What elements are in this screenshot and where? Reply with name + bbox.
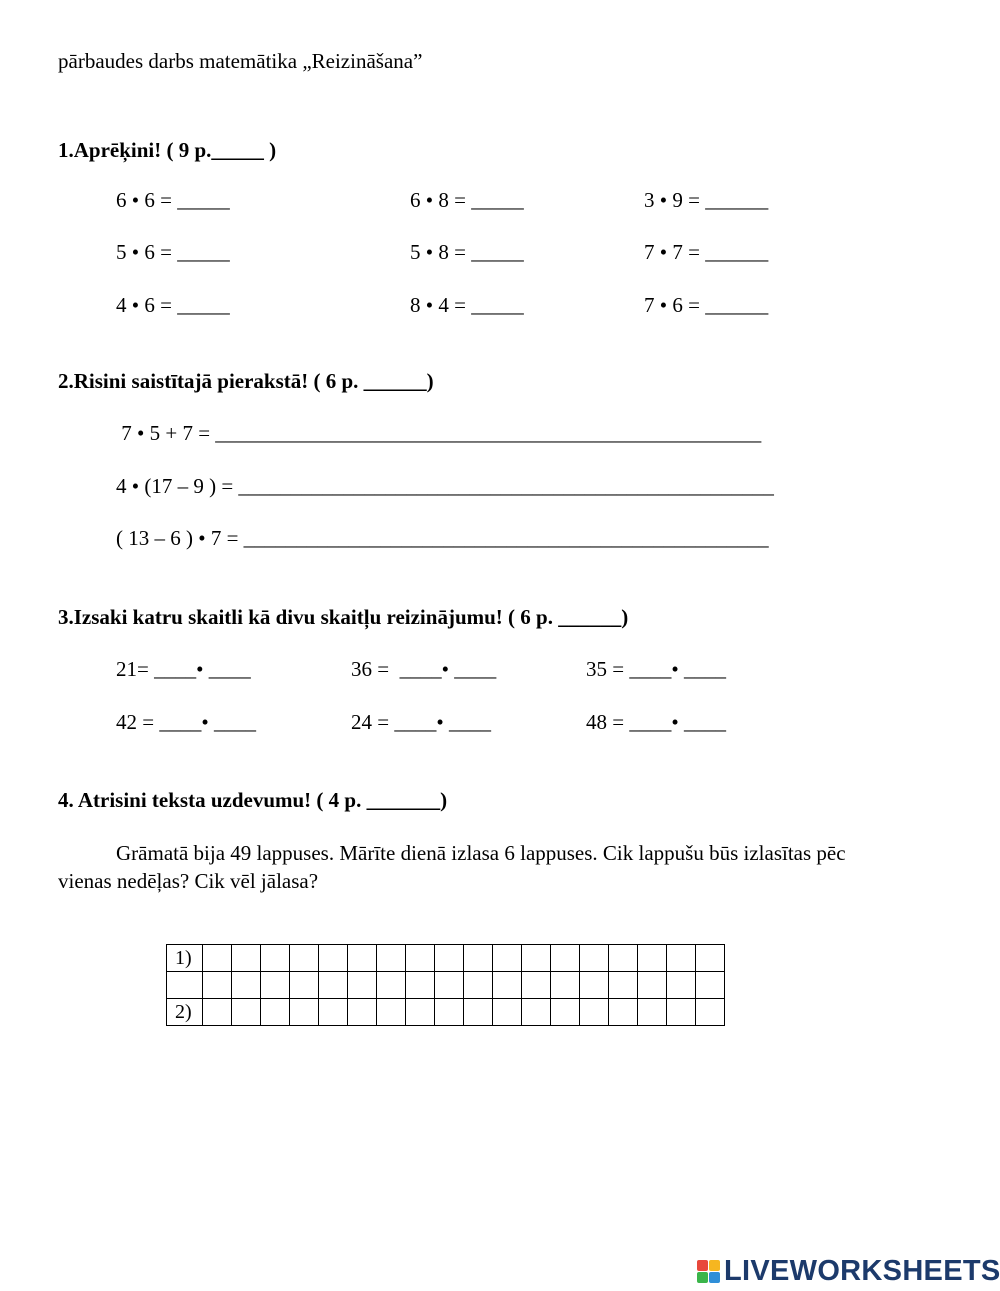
grid-cell[interactable] bbox=[638, 972, 667, 999]
task2-heading: 2.Risini saistītajā pierakstā! ( 6 p. ______) bbox=[58, 369, 434, 393]
task3-heading: 3.Izsaki katru skaitli kā divu skaitļu reizinājumu! ( 6 p. ______) bbox=[58, 605, 629, 629]
task1-item: 6 • 8 = _____ bbox=[410, 188, 524, 212]
grid-cell[interactable] bbox=[203, 972, 232, 999]
worksheet-title: pārbaudes darbs matemātika „Reizināšana” bbox=[58, 49, 423, 73]
grid-cell[interactable] bbox=[406, 999, 435, 1026]
grid-cell[interactable] bbox=[696, 999, 725, 1026]
task1-item: 5 • 6 = _____ bbox=[116, 240, 230, 264]
grid-cell[interactable] bbox=[290, 972, 319, 999]
liveworksheets-logo bbox=[697, 1253, 1000, 1289]
grid-cell[interactable] bbox=[522, 999, 551, 1026]
grid-cell[interactable] bbox=[464, 999, 493, 1026]
grid-cell[interactable] bbox=[493, 945, 522, 972]
grid-cell[interactable] bbox=[580, 999, 609, 1026]
grid-cell[interactable] bbox=[319, 972, 348, 999]
grid-cell[interactable] bbox=[464, 972, 493, 999]
grid-cell[interactable] bbox=[638, 945, 667, 972]
grid-cell[interactable] bbox=[232, 972, 261, 999]
grid-cell[interactable] bbox=[203, 999, 232, 1026]
grid-cell[interactable] bbox=[551, 999, 580, 1026]
task3-item: 24 = ____• ____ bbox=[351, 710, 491, 734]
task2-line: 4 • (17 – 9 ) = ___________________________________________________ bbox=[116, 474, 774, 498]
task1-item: 8 • 4 = _____ bbox=[410, 293, 524, 317]
grid-cell[interactable] bbox=[377, 945, 406, 972]
grid-cell[interactable] bbox=[261, 999, 290, 1026]
task1-heading: 1.Aprēķini! ( 9 p._____ ) bbox=[58, 138, 277, 162]
task2-line: 7 • 5 + 7 = ____________________________________________________ bbox=[116, 421, 762, 445]
grid-cell[interactable] bbox=[609, 945, 638, 972]
grid-cell[interactable] bbox=[580, 945, 609, 972]
liveworksheets-logo-icon bbox=[697, 1260, 720, 1283]
grid-cell[interactable] bbox=[493, 972, 522, 999]
grid-cell[interactable] bbox=[580, 972, 609, 999]
grid-cell[interactable] bbox=[667, 972, 696, 999]
grid-row bbox=[167, 945, 725, 972]
task1-item: 6 • 6 = _____ bbox=[116, 188, 230, 212]
grid-cell[interactable] bbox=[406, 945, 435, 972]
task4-text-line1: Grāmatā bija 49 lappuses. Mārīte dienā izlasa 6 lappuses. Cik lappušu būs izlasītas pēc bbox=[116, 841, 846, 865]
task1-item: 4 • 6 = _____ bbox=[116, 293, 230, 317]
grid-cell[interactable] bbox=[609, 999, 638, 1026]
grid-cell[interactable] bbox=[261, 972, 290, 999]
grid-cell[interactable] bbox=[522, 945, 551, 972]
grid-cell[interactable] bbox=[232, 945, 261, 972]
task3-item: 36 = ____• ____ bbox=[351, 657, 497, 681]
grid-cell[interactable] bbox=[522, 972, 551, 999]
answer-grid bbox=[166, 944, 725, 1026]
grid-cell[interactable] bbox=[667, 999, 696, 1026]
grid-cell[interactable] bbox=[348, 999, 377, 1026]
logo-text: LIVEWORKSHEETS bbox=[724, 1254, 1000, 1287]
grid-cell[interactable] bbox=[696, 972, 725, 999]
grid-row bbox=[167, 972, 725, 999]
grid-cell[interactable] bbox=[551, 972, 580, 999]
grid-cell[interactable] bbox=[435, 972, 464, 999]
grid-cell[interactable] bbox=[551, 945, 580, 972]
grid-cell[interactable] bbox=[377, 972, 406, 999]
task1-item: 5 • 8 = _____ bbox=[410, 240, 524, 264]
task4-heading: 4. Atrisini teksta uzdevumu! ( 4 p. _______) bbox=[58, 788, 448, 812]
grid-cell[interactable] bbox=[319, 999, 348, 1026]
grid-cell[interactable] bbox=[232, 999, 261, 1026]
task3-item: 48 = ____• ____ bbox=[586, 710, 726, 734]
task3-item: 35 = ____• ____ bbox=[586, 657, 726, 681]
grid-cell[interactable] bbox=[406, 972, 435, 999]
task3-item: 42 = ____• ____ bbox=[116, 710, 256, 734]
task1-item: 3 • 9 = ______ bbox=[644, 188, 769, 212]
grid-cell[interactable] bbox=[377, 999, 406, 1026]
task4-text-line2: vienas nedēļas? Cik vēl jālasa? bbox=[58, 869, 319, 893]
grid-cell[interactable] bbox=[435, 999, 464, 1026]
task3-item: 21= ____• ____ bbox=[116, 657, 251, 681]
grid-cell[interactable] bbox=[261, 945, 290, 972]
grid-row bbox=[167, 999, 725, 1026]
grid-cell[interactable] bbox=[464, 945, 493, 972]
grid-cell[interactable] bbox=[696, 945, 725, 972]
grid-cell[interactable] bbox=[435, 945, 464, 972]
grid-cell[interactable] bbox=[348, 972, 377, 999]
task1-item: 7 • 6 = ______ bbox=[644, 293, 769, 317]
grid-cell[interactable] bbox=[609, 972, 638, 999]
grid-cell[interactable] bbox=[493, 999, 522, 1026]
grid-cell[interactable] bbox=[290, 945, 319, 972]
grid-cell[interactable] bbox=[203, 945, 232, 972]
grid-cell[interactable] bbox=[667, 945, 696, 972]
grid-row-label: 1) bbox=[167, 945, 203, 972]
grid-row-label bbox=[167, 972, 203, 999]
grid-cell[interactable] bbox=[638, 999, 667, 1026]
task1-item: 7 • 7 = ______ bbox=[644, 240, 769, 264]
grid-cell[interactable] bbox=[348, 945, 377, 972]
grid-row-label: 2) bbox=[167, 999, 203, 1026]
grid-cell[interactable] bbox=[290, 999, 319, 1026]
grid-cell[interactable] bbox=[319, 945, 348, 972]
task2-line: ( 13 – 6 ) • 7 = __________________________________________________ bbox=[116, 526, 769, 550]
